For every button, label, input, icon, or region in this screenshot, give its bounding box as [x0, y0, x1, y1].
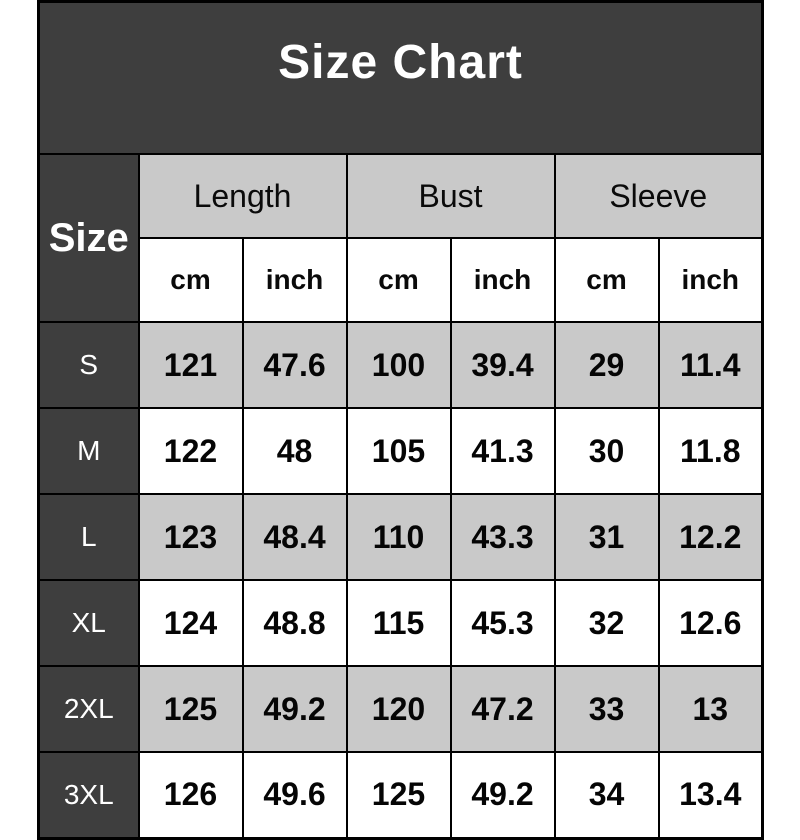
measurement-cell: 48.4: [243, 494, 347, 580]
measurement-cell: 32: [555, 580, 659, 666]
unit-header-length-cm: cm: [139, 238, 243, 322]
measurement-cell: 45.3: [451, 580, 555, 666]
unit-header-bust-inch: inch: [451, 238, 555, 322]
chart-title: Size Chart: [39, 2, 763, 155]
measurement-cell: 125: [347, 752, 451, 838]
measurement-cell: 122: [139, 408, 243, 494]
measurement-cell: 49.6: [243, 752, 347, 838]
measurement-cell: 48.8: [243, 580, 347, 666]
measurement-cell: 49.2: [243, 666, 347, 752]
measurement-cell: 39.4: [451, 322, 555, 408]
measurement-cell: 120: [347, 666, 451, 752]
measurement-cell: 49.2: [451, 752, 555, 838]
group-header-length: Length: [139, 154, 347, 238]
measurement-cell: 33: [555, 666, 659, 752]
row-size-label: XL: [39, 580, 139, 666]
measurement-cell: 125: [139, 666, 243, 752]
measurement-cell: 30: [555, 408, 659, 494]
measurement-cell: 34: [555, 752, 659, 838]
measurement-cell: 11.4: [659, 322, 763, 408]
measurement-cell: 13: [659, 666, 763, 752]
size-column-header: Size: [39, 154, 139, 322]
measurement-cell: 43.3: [451, 494, 555, 580]
group-header-sleeve: Sleeve: [555, 154, 763, 238]
unit-header-sleeve-inch: inch: [659, 238, 763, 322]
measurement-cell: 47.6: [243, 322, 347, 408]
measurement-cell: 105: [347, 408, 451, 494]
measurement-cell: 124: [139, 580, 243, 666]
unit-header-length-inch: inch: [243, 238, 347, 322]
measurement-cell: 100: [347, 322, 451, 408]
row-size-label: M: [39, 408, 139, 494]
measurement-cell: 115: [347, 580, 451, 666]
group-header-bust: Bust: [347, 154, 555, 238]
row-size-label: 2XL: [39, 666, 139, 752]
row-size-label: L: [39, 494, 139, 580]
unit-header-sleeve-cm: cm: [555, 238, 659, 322]
measurement-cell: 11.8: [659, 408, 763, 494]
row-size-label: S: [39, 322, 139, 408]
measurement-cell: 29: [555, 322, 659, 408]
table-row-3xl: [39, 752, 763, 838]
size-chart-table: [37, 0, 764, 840]
unit-header-row: [39, 238, 763, 322]
row-size-label: 3XL: [39, 752, 139, 838]
group-header-row: [39, 154, 763, 238]
size-chart-panel: [37, 0, 764, 840]
measurement-cell: 123: [139, 494, 243, 580]
table-row-m: [39, 408, 763, 494]
measurement-cell: 31: [555, 494, 659, 580]
title-row: [39, 2, 763, 155]
measurement-cell: 12.2: [659, 494, 763, 580]
table-row-2xl: [39, 666, 763, 752]
measurement-cell: 121: [139, 322, 243, 408]
measurement-cell: 13.4: [659, 752, 763, 838]
table-row-l: [39, 494, 763, 580]
measurement-cell: 110: [347, 494, 451, 580]
measurement-cell: 12.6: [659, 580, 763, 666]
table-row-xl: [39, 580, 763, 666]
measurement-cell: 126: [139, 752, 243, 838]
measurement-cell: 48: [243, 408, 347, 494]
measurement-cell: 47.2: [451, 666, 555, 752]
unit-header-bust-cm: cm: [347, 238, 451, 322]
table-row-s: [39, 322, 763, 408]
measurement-cell: 41.3: [451, 408, 555, 494]
